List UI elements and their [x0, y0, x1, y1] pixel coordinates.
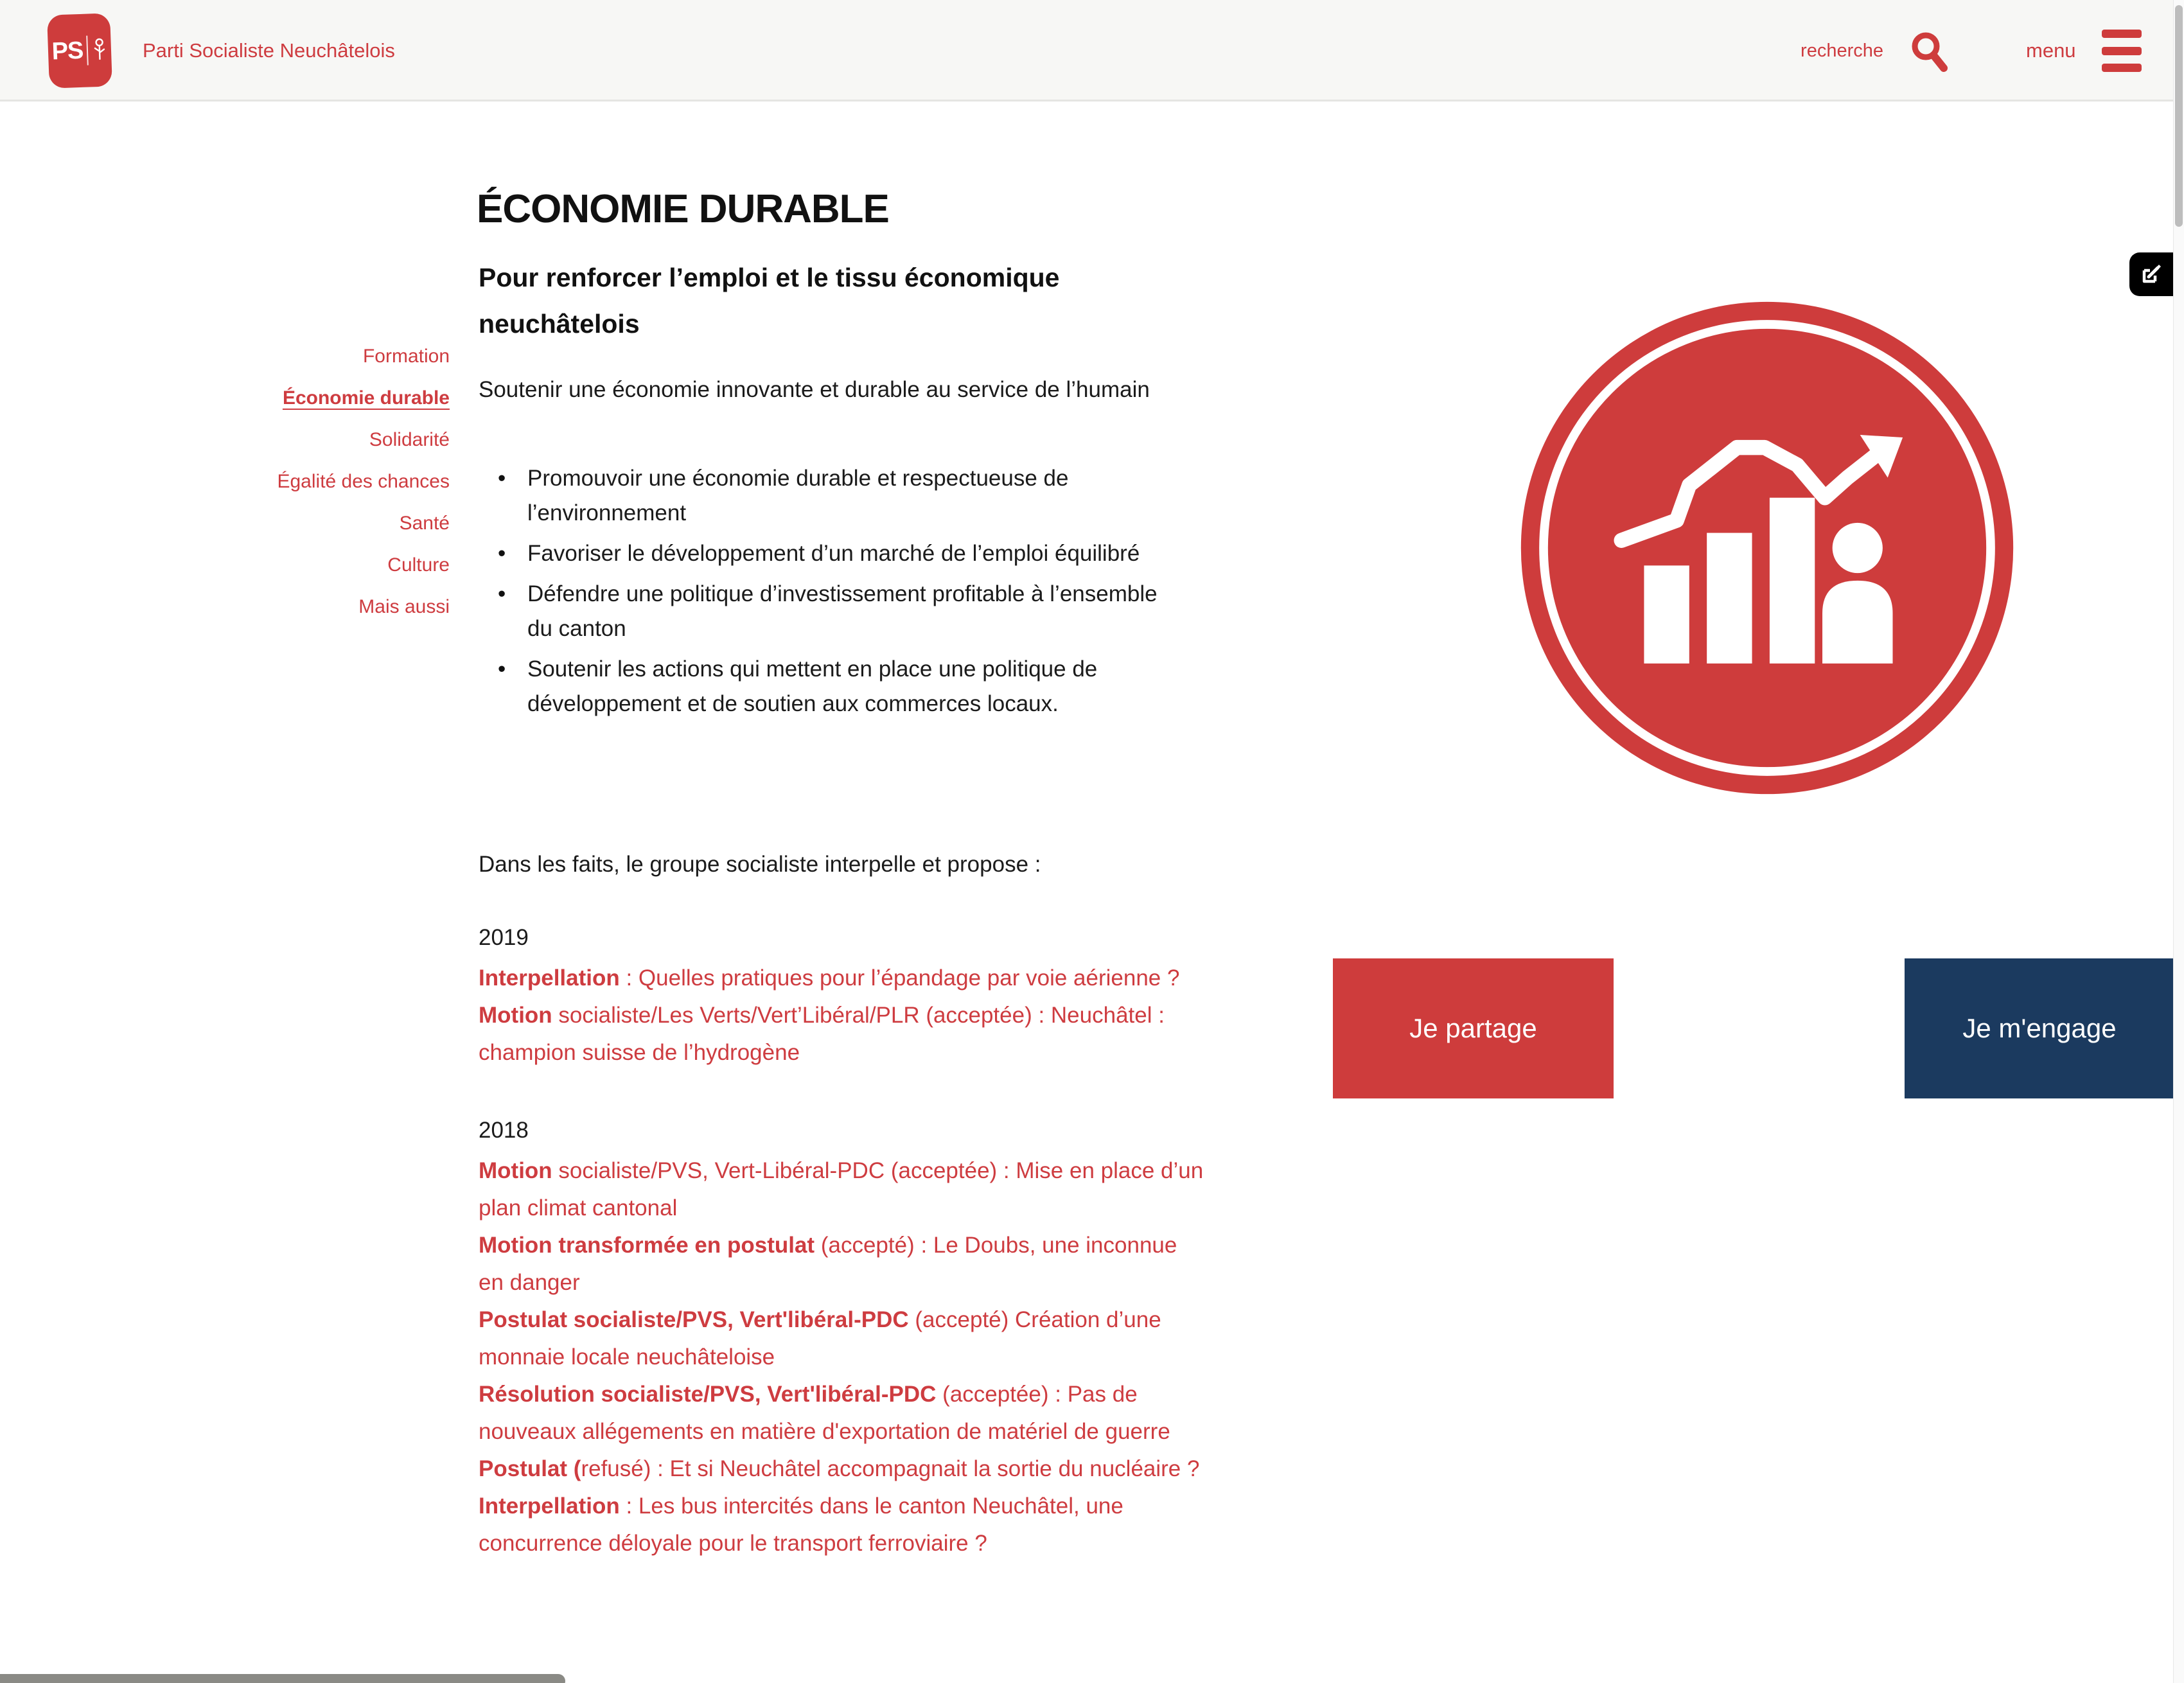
proposal-text: refusé) : Et si Neuchâtel accompagnait la sortie du nucléaire ? — [581, 1456, 1200, 1481]
objective-item: • Défendre une politique d’investissement profitable à l’ensemble du canton — [498, 577, 1159, 646]
intro-paragraph: Soutenir une économie innovante et durable au service de l’humain — [479, 377, 1150, 402]
ps-logo[interactable] — [47, 13, 112, 88]
fist-rose-icon — [92, 37, 108, 63]
search-label[interactable]: recherche — [1801, 40, 1883, 61]
proposal-type: Interpellation — [479, 1494, 620, 1519]
proposal-entry[interactable] — [479, 997, 1204, 1071]
proposal-entry[interactable] — [479, 1227, 1204, 1301]
header — [0, 0, 2184, 101]
entries-2018 — [479, 1152, 1237, 1562]
proposal-type: Motion — [479, 1158, 552, 1183]
proposal-text: : Les bus intercités dans le canton Neuchâtel, une concurrence déloyale pour le transport ferroviaire ? — [479, 1494, 1123, 1556]
hamburger-bar — [2102, 64, 2142, 72]
entries-2019 — [479, 960, 1237, 1071]
ps-logo-divider — [87, 36, 89, 66]
proposals — [479, 924, 1237, 1562]
economy-illustration — [1516, 297, 2018, 799]
site-title[interactable]: Parti Socialiste Neuchâtelois — [143, 39, 395, 62]
sidebar-item-mais-aussi[interactable]: Mais aussi — [358, 596, 450, 617]
proposal-type: Résolution socialiste/PVS, Vert'libéral-PDC — [479, 1382, 937, 1407]
objective-item: • Promouvoir une économie durable et respectueuse de l’environnement — [498, 461, 1159, 531]
proposal-text: socialiste/Les Verts/Vert’Libéral/PLR (acceptée) : Neuchâtel : champion suisse de l’hydrogène — [479, 1003, 1165, 1065]
sidebar-item-sante[interactable]: Santé — [399, 513, 450, 534]
page-title: ÉCONOMIE DURABLE — [477, 187, 889, 231]
vertical-scrollbar-thumb[interactable] — [2175, 5, 2183, 227]
search-icon — [1907, 28, 1953, 75]
lead-in-text: Dans les faits, le groupe socialiste interpelle et propose : — [479, 852, 1041, 877]
search-button[interactable] — [1907, 28, 1953, 75]
proposal-type: Postulat socialiste/PVS, Vert'libéral-PDC — [479, 1307, 909, 1332]
proposal-type: Interpellation — [479, 965, 620, 991]
sidebar-item-egalite-des-chances[interactable]: Égalité des chances — [277, 471, 450, 492]
sidebar-nav — [193, 335, 450, 628]
horizontal-scrollbar-thumb[interactable] — [0, 1674, 565, 1683]
year-heading-2019: 2019 — [479, 925, 529, 950]
sidebar-item-solidarite[interactable]: Solidarité — [369, 429, 450, 450]
sidebar-item-economie-durable[interactable]: Économie durable — [282, 387, 450, 409]
proposal-type: Motion transformée en postulat — [479, 1233, 815, 1258]
proposal-text: : Quelles pratiques pour l’épandage par voie aérienne ? — [619, 965, 1180, 991]
proposal-entry[interactable] — [479, 1450, 1204, 1488]
proposal-entry[interactable] — [479, 1301, 1204, 1376]
hamburger-bar — [2102, 30, 2142, 38]
edit-pencil-icon — [2140, 263, 2163, 286]
proposal-entry[interactable] — [479, 1152, 1204, 1227]
objectives-list — [498, 461, 1159, 727]
objective-item: • Favoriser le développement d’un marché de l’emploi équilibré — [498, 536, 1159, 571]
edit-button[interactable] — [2129, 252, 2173, 296]
proposal-entry[interactable] — [479, 960, 1204, 997]
hamburger-icon[interactable] — [2102, 30, 2142, 72]
menu-label[interactable]: menu — [2026, 39, 2076, 62]
hamburger-bar — [2102, 47, 2142, 55]
proposal-type: Postulat ( — [479, 1456, 581, 1481]
economy-growth-chart-icon — [1516, 297, 2018, 799]
proposal-entry[interactable] — [479, 1488, 1204, 1562]
engage-button[interactable]: Je m'engage — [1905, 958, 2174, 1098]
proposal-text: (acceptée) : Pas de nouveaux allégements en matière d'exportation de matériel de guerre — [479, 1382, 1170, 1444]
sidebar-item-culture[interactable]: Culture — [387, 554, 450, 576]
page-subtitle: Pour renforcer l’emploi et le tissu économique neuchâtelois — [479, 263, 1060, 339]
year-heading-2018: 2018 — [479, 1118, 529, 1143]
proposal-text: (accepté) : Le Doubs, une inconnue en danger — [479, 1233, 1177, 1295]
sidebar-item-formation[interactable]: Formation — [362, 346, 450, 367]
proposal-entry[interactable] — [479, 1376, 1204, 1450]
objective-item: • Soutenir les actions qui mettent en place une politique de développement et de soutien aux commerces locaux. — [498, 652, 1159, 721]
proposal-text: (accepté) Création d’une monnaie locale neuchâteloise — [479, 1307, 1161, 1370]
vertical-scrollbar[interactable] — [2173, 0, 2184, 1683]
share-button[interactable]: Je partage — [1333, 958, 1614, 1098]
ps-logo-text: PS — [51, 37, 84, 66]
proposal-text: socialiste/PVS, Vert-Libéral-PDC (acceptée) : Mise en place d’un plan climat cantonal — [479, 1158, 1204, 1220]
proposal-type: Motion — [479, 1003, 552, 1028]
